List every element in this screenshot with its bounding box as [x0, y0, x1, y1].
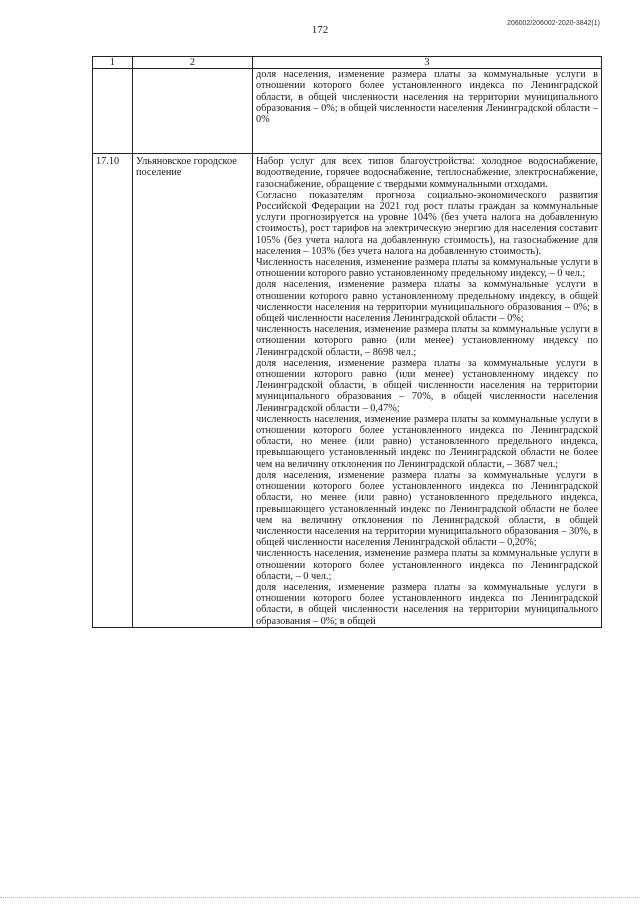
table-row-17-10	[93, 154, 602, 628]
paragraph: доля населения, изменение размера платы за коммунальные услуги в отношении которого более установленного индекса по Ленинградской области, в общей численности населения на территории муниципального образования – 0%; в общей	[256, 581, 598, 627]
paragraph: доля населения, изменение размера платы за коммунальные услуги в отношении которого более установленного индекса по Ленинградской области, в общей численности населения на территории муниципального образования – 0%; в общей численности населения Ленинградской области – 0%	[256, 69, 598, 126]
paragraph: численность населения, изменение размера платы за коммунальные услуги в отношении которого равно (или менее) установленному индексу по Ленинградской области, – 8698 чел.;	[256, 324, 598, 358]
settlement-cell	[133, 69, 253, 154]
column-header-1: 1	[93, 57, 133, 69]
description-cell	[253, 69, 602, 154]
column-header-2: 2	[133, 57, 253, 69]
table-row-continuation	[93, 69, 602, 154]
paragraph: доля населения, изменение размера платы за коммунальные услуги в отношении которого равно (или менее) установленному индексу по Ленинградской области, в общей численности населения на территории муниципального образования – 70%, в общей численности населения Ленинградской области – 0,47%;	[256, 357, 598, 414]
paragraph: численность населения, изменение размера платы за коммунальные услуги в отношении которого более установленного индекса по Ленинградской области, но менее (или равно) установленного предельного индекса, превышающего установленный индекс по Ленинградской области не более чем на величину отклонения по Ленинградской области, – 3687 чел.;	[256, 413, 598, 470]
table-header-row	[93, 57, 602, 69]
paragraph: доля населения, изменение размера платы за коммунальные услуги в отношении которого более установленного индекса по Ленинградской области, но менее (или равно) установленного предельного индекса, превышающего установленный индекс по Ленинградской области не более чем на величину отклонения по Ленинградской области, в общей численности населения на территории муниципального образования – 30%, в общей численности населения Ленинградской области – 0,20%;	[256, 469, 598, 549]
paragraph: Численность населения, изменение размера платы за коммунальные услуги в отношении которого равно установленному предельному индексу, – 0 чел.;	[256, 257, 598, 280]
settlement-cell: Ульяновское городское поселение	[133, 154, 253, 628]
scan-bottom-edge	[0, 897, 640, 899]
paragraph: доля населения, изменение размера платы за коммунальные услуги в отношении которого равно установленному предельному индексу, в общей численности населения на территории муниципального образования – 0%; в общей численности населения Ленинградской области – 0%;	[256, 279, 598, 325]
page-number: 172	[311, 24, 329, 36]
paragraph: Согласно показателям прогноза социально-экономического развития Российской Федерации на 2021 год рост платы граждан за коммунальные услуги прогнозируется на уровне 104% (без учета налога на добавленную стоимость), рост тарифов на электрическую энергию для населения составит 105% (без учета налога на добавленную стоимость), на газоснабжение для населения – 103% (без учета налога на добавленную стоимость).	[256, 189, 598, 257]
paragraph: Набор услуг для всех типов благоустройства: холодное водоснабжение, водоотведение, горячее водоснабжение, теплоснабжение, электроснабжение, газоснабжение, обращение с твердыми коммунальными отходами.	[256, 156, 598, 190]
document-code: 206002/206002-2020-3842(1)	[506, 20, 600, 27]
description-cell	[253, 154, 602, 628]
column-header-3: 3	[253, 57, 602, 69]
paragraph: численность населения, изменение размера платы за коммунальные услуги в отношении которого более установленного индекса по Ленинградской области, – 0 чел.;	[256, 548, 598, 582]
row-number-cell	[93, 69, 133, 154]
utilities-table	[92, 56, 602, 628]
row-number-cell: 17.10	[93, 154, 133, 628]
